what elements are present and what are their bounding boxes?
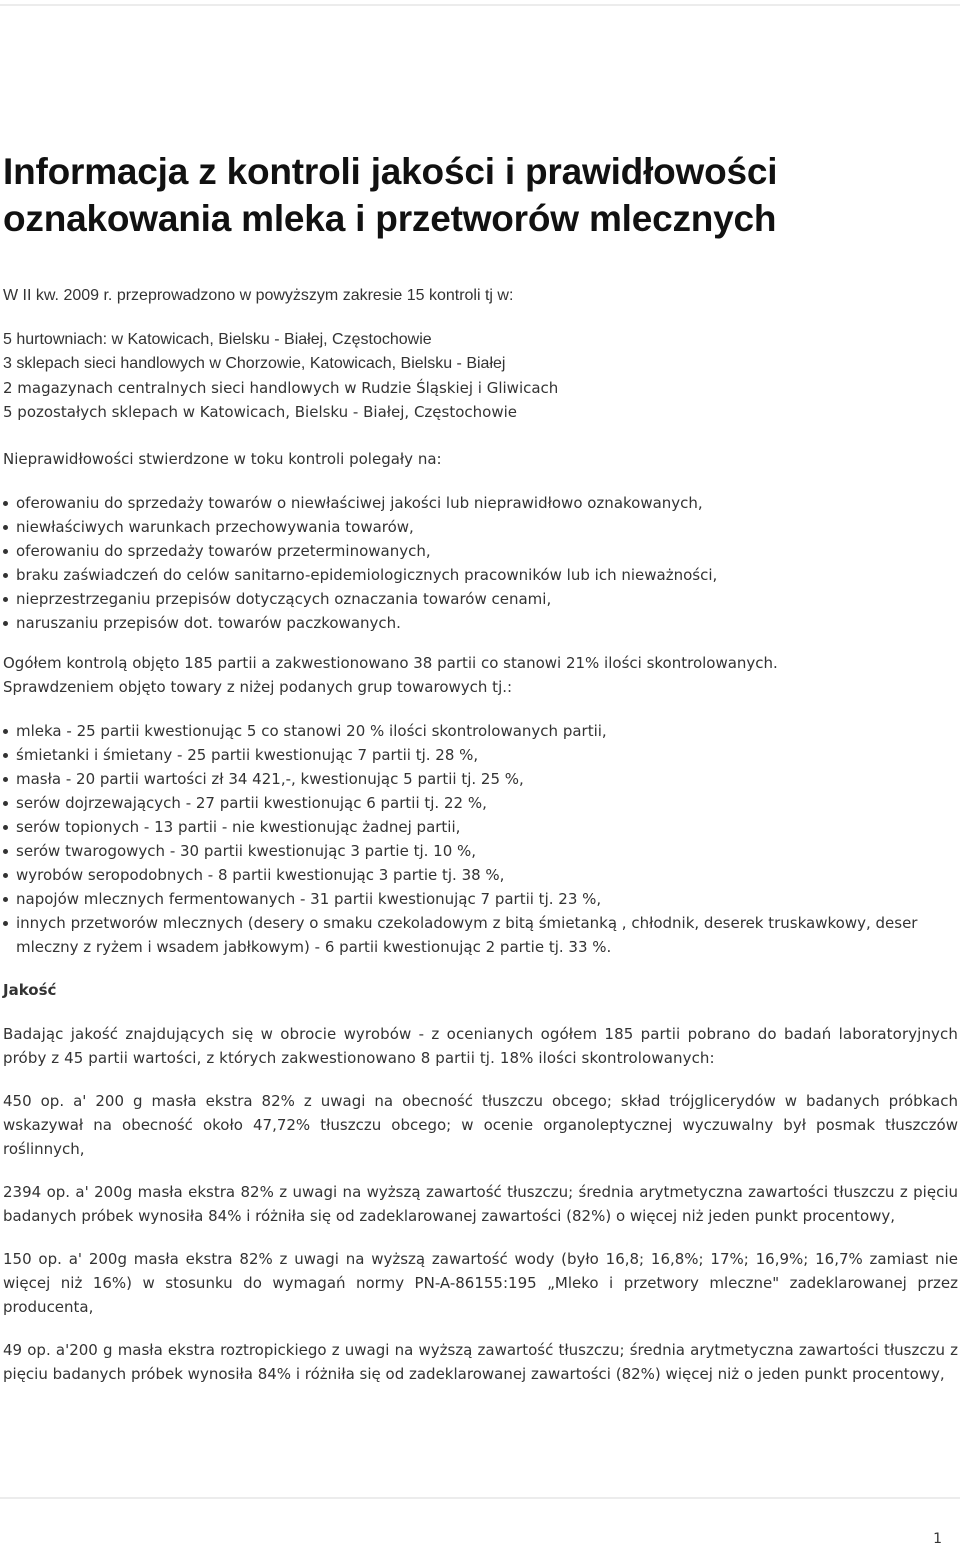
location-line: 5 hurtowniach: w Katowicach, Bielsku - Białej, Częstochowie [3, 331, 432, 348]
intro-text: W II kw. 2009 r. przeprowadzono w powyższym zakresie 15 kontroli tj w: [3, 287, 514, 304]
product-groups-list [3, 719, 958, 959]
page-title [3, 148, 958, 242]
quality-intro: Badając jakość znajdujących się w obrocie wyrobów - z ocenianych ogółem 185 partii pobrano do badań laboratoryjnych próby z 45 partii wartości, z których zakwestionowano 8 partii tj. 18% ilości skontrolowanych: [3, 1025, 958, 1067]
page-number: 1 [933, 1531, 942, 1547]
list-item: serów dojrzewających - 27 partii kwestionując 6 partii tj. 22 %, [3, 791, 958, 815]
location-line: 3 sklepach sieci handlowych w Chorzowie, Katowicach, Bielsku - Białej [3, 355, 506, 372]
list-item: oferowaniu do sprzedaży towarów przeterminowanych, [3, 539, 958, 563]
list-item: naruszaniu przepisów dot. towarów paczkowanych. [3, 611, 958, 635]
finding-paragraph: 2394 op. a' 200g masła ekstra 82% z uwagi na wyższą zawartość tłuszczu; średnia arytmetyczna zawartości tłuszczu z pięciu badanych próbek wynosiła 84% i różniła się od zadeklarowanej zawartości (82%) o więcej niż jeden punkt procentowy, [3, 1183, 958, 1225]
bottom-divider [0, 1497, 960, 1499]
location-line: 5 pozostałych sklepach w Katowicach, Bielsku - Białej, Częstochowie [3, 403, 518, 421]
list-item: braku zaświadczeń do celów sanitarno-epidemiologicznych pracowników lub ich nieważności, [3, 563, 958, 587]
list-item: mleka - 25 partii kwestionując 5 co stanowi 20 % ilości skontrolowanych partii, [3, 719, 958, 743]
list-item: napojów mlecznych fermentowanych - 31 partii kwestionując 7 partii tj. 23 %, [3, 887, 958, 911]
findings-list [3, 491, 958, 635]
location-line: 2 magazynach centralnych sieci handlowych w Rudzie Śląskiej i Gliwicach [3, 379, 559, 397]
quality-heading: Jakość [3, 981, 57, 999]
list-item: wyrobów seropodobnych - 8 partii kwestionując 3 partie tj. 38 %, [3, 863, 958, 887]
list-item: śmietanki i śmietany - 25 partii kwestionując 7 partii tj. 28 %, [3, 743, 958, 767]
summary-line: Sprawdzeniem objęto towary z niżej podanych grup towarowych tj.: [3, 678, 513, 696]
document-body [3, 148, 958, 1386]
list-item: nieprzestrzeganiu przepisów dotyczących oznaczania towarów cenami, [3, 587, 958, 611]
finding-paragraph: 49 op. a'200 g masła ekstra roztropickiego z uwagi na wyższą zawartość tłuszczu; średnia arytmetyczna zawartości tłuszczu z pięciu badanych próbek wynosiła 84% i różniła się od zadeklarowanej zawartości (82%) więcej niż o jeden punkt procentowy, [3, 1341, 958, 1383]
top-divider [0, 4, 960, 6]
list-item: masła - 20 partii wartości zł 34 421,-, kwestionując 5 partii tj. 25 %, [3, 767, 958, 791]
page-title-line-2: oznakowania mleka i przetworów mlecznych [3, 198, 777, 239]
summary-block [3, 651, 958, 699]
list-item: innych przetworów mlecznych (desery o smaku czekoladowym z bitą śmietanką , chłodnik, deserek truskawkowy, deser mleczny z ryżem i wsadem jabłkowym) - 6 partii kwestionując 2 partie tj. 33 %. [3, 911, 958, 959]
finding-paragraph: 450 op. a' 200 g masła ekstra 82% z uwagi na obecność tłuszczu obcego; skład trójglicerydów w badanych próbkach wskazywał na obecność około 47,72% tłuszczu obcego; w ocenie organoleptycznej wyczuwalny był posmak tłuszczów roślinnych, [3, 1092, 958, 1158]
list-item: oferowaniu do sprzedaży towarów o niewłaściwej jakości lub nieprawidłowo oznakowanych, [3, 491, 958, 515]
list-item: serów twarogowych - 30 partii kwestionując 3 partie tj. 10 %, [3, 839, 958, 863]
page-title-line-1: Informacja z kontroli jakości i prawidłowości [3, 151, 778, 192]
list-item: serów topionych - 13 partii - nie kwestionując żadnej partii, [3, 815, 958, 839]
finding-paragraph: 150 op. a' 200g masła ekstra 82% z uwagi na wyższą zawartość wody (było 16,8; 16,8%; 17%; 16,9%; 16,7% zamiast nie więcej niż 16%) w stosunku do wymagań normy PN-A-86155:195 „Mleko i przetwory mleczne" zadeklarowanej przez producenta, [3, 1250, 958, 1316]
list-item: niewłaściwych warunkach przechowywania towarów, [3, 515, 958, 539]
findings-intro: Nieprawidłowości stwierdzone w toku kontroli polegały na: [3, 450, 442, 468]
summary-line: Ogółem kontrolą objęto 185 partii a zakwestionowano 38 partii co stanowi 21% ilości skontrolowanych. [3, 654, 778, 672]
locations-block [3, 328, 958, 424]
